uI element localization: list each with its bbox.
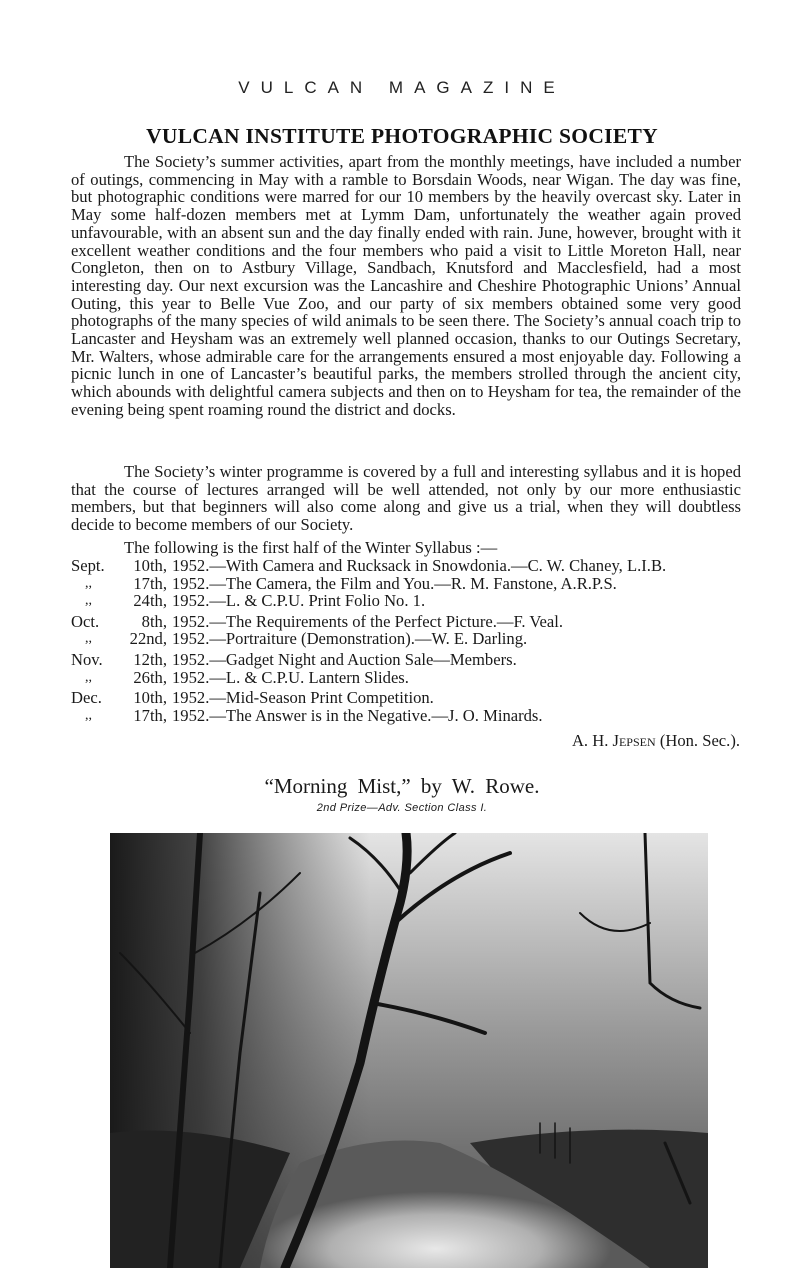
syllabus-month: Dec.	[71, 688, 102, 708]
syllabus-day: 26th,	[133, 667, 167, 687]
paragraph-winter: The Society’s winter programme is covered by a full and interesting syllabus and it is hoped that the course of lectures arranged will be well attended, not only by our more enthusiastic members, but that beginners will also come along and give us a trial, when they will doubtless decide to become members of our Society.	[71, 462, 741, 535]
syllabus-day: 10th,	[133, 688, 167, 708]
photo-subcaption: 2nd Prize—Adv. Section Class I.	[316, 802, 488, 814]
photograph-morning-mist	[110, 833, 708, 1268]
syllabus-entry: 1952.—The Requirements of the Perfect Picture.—F. Veal.	[172, 611, 563, 631]
syllabus-entry: 1952.—Portraiture (Demonstration).—W. E. Darling.	[172, 629, 528, 649]
syllabus-month: ,,	[85, 593, 92, 609]
paragraph-syllabus-intro: The following is the first half of the Winter Syllabus :—	[124, 538, 498, 557]
article-title: VULCAN INSTITUTE PHOTOGRAPHIC SOCIETY	[146, 124, 658, 148]
syllabus-month: ,,	[85, 575, 92, 591]
syllabus-row	[71, 669, 751, 687]
syllabus-entry: 1952.—L. & C.P.U. Print Folio No. 1.	[172, 591, 426, 611]
syllabus-entry: 1952.—The Camera, the Film and You.—R. M. Fanstone, A.R.P.S.	[172, 573, 617, 593]
syllabus-row	[71, 707, 751, 725]
syllabus-row	[71, 613, 751, 631]
photo-caption: “Morning Mist,” by W. Rowe.	[264, 774, 540, 798]
syllabus-entry: 1952.—L. & C.P.U. Lantern Slides.	[172, 667, 409, 687]
signature	[572, 731, 740, 751]
syllabus-month: Oct.	[71, 611, 100, 631]
syllabus-month: Nov.	[71, 649, 103, 669]
syllabus-day: 22nd,	[129, 629, 167, 649]
syllabus-row	[71, 689, 751, 707]
syllabus-day: 8th,	[141, 611, 167, 631]
syllabus-entry: 1952.—Mid-Season Print Competition.	[172, 688, 434, 708]
signature-name: A. H. Jepsen	[571, 731, 656, 750]
signature-role: (Hon. Sec.).	[659, 731, 740, 750]
syllabus-row	[71, 557, 751, 575]
syllabus-day: 10th,	[133, 556, 167, 575]
syllabus-day: 17th,	[133, 573, 167, 593]
syllabus-row	[71, 651, 751, 669]
syllabus-month: Sept.	[71, 556, 105, 575]
syllabus-month: ,,	[85, 669, 92, 685]
syllabus-month: ,,	[85, 707, 92, 723]
syllabus-month: ,,	[85, 631, 92, 647]
syllabus-entry: 1952.—The Answer is in the Negative.—J. O. Minards.	[172, 705, 543, 725]
syllabus-row	[71, 592, 751, 610]
syllabus-entry: 1952.—With Camera and Rucksack in Snowdonia.—C. W. Chaney, L.I.B.	[172, 556, 667, 575]
syllabus-day: 12th,	[133, 649, 167, 669]
syllabus-row	[71, 575, 751, 593]
syllabus-list	[71, 557, 751, 724]
syllabus-day: 17th,	[133, 705, 167, 725]
paragraph-summer: The Society’s summer activities, apart from the monthly meetings, have included a number of outings, commencing in May with a ramble to Borsdain Woods, near Wigan. The day was fine, but photographic conditions were marred for our 10 members by the heavily overcast sky. Later in May some half-dozen members met at Lymm Dam, unfortunately the weather again proved unfavourable, with an absent sun and the day finally ended with rain. June, however, brought with it excellent weather conditions and the four members who paid a visit to Little Moreton Hall, near Congleton, then on to Astbury Village, Sandbach, Knutsford and Macclesfield, had a most interesting day. Our next excursion was the Lancashire and Cheshire Photographic Unions’ Annual Outing, this year to Belle Vue Zoo, and our party of six members obtained some very good photographs of the many species of wild animals to be seen there. The Society’s annual coach trip to Lancaster and Heysham was an extremely well planned occasion, thanks to our Outings Secretary, Mr. Walters, whose admirable care for the arrangements ensured a most enjoyable day. Following a picnic lunch in one of Lancaster’s beautiful parks, the members strolled through the ancient city, which abounds with delightful camera subjects and then on to Heysham for tea, the remainder of the evening being spent roaming round the district and docks.	[71, 152, 741, 419]
running-head: VULCAN MAGAZINE	[238, 78, 566, 97]
syllabus-day: 24th,	[133, 591, 167, 611]
syllabus-row	[71, 630, 751, 648]
syllabus-entry: 1952.—Gadget Night and Auction Sale—Members.	[172, 649, 517, 669]
photo-illustration	[110, 833, 708, 1268]
